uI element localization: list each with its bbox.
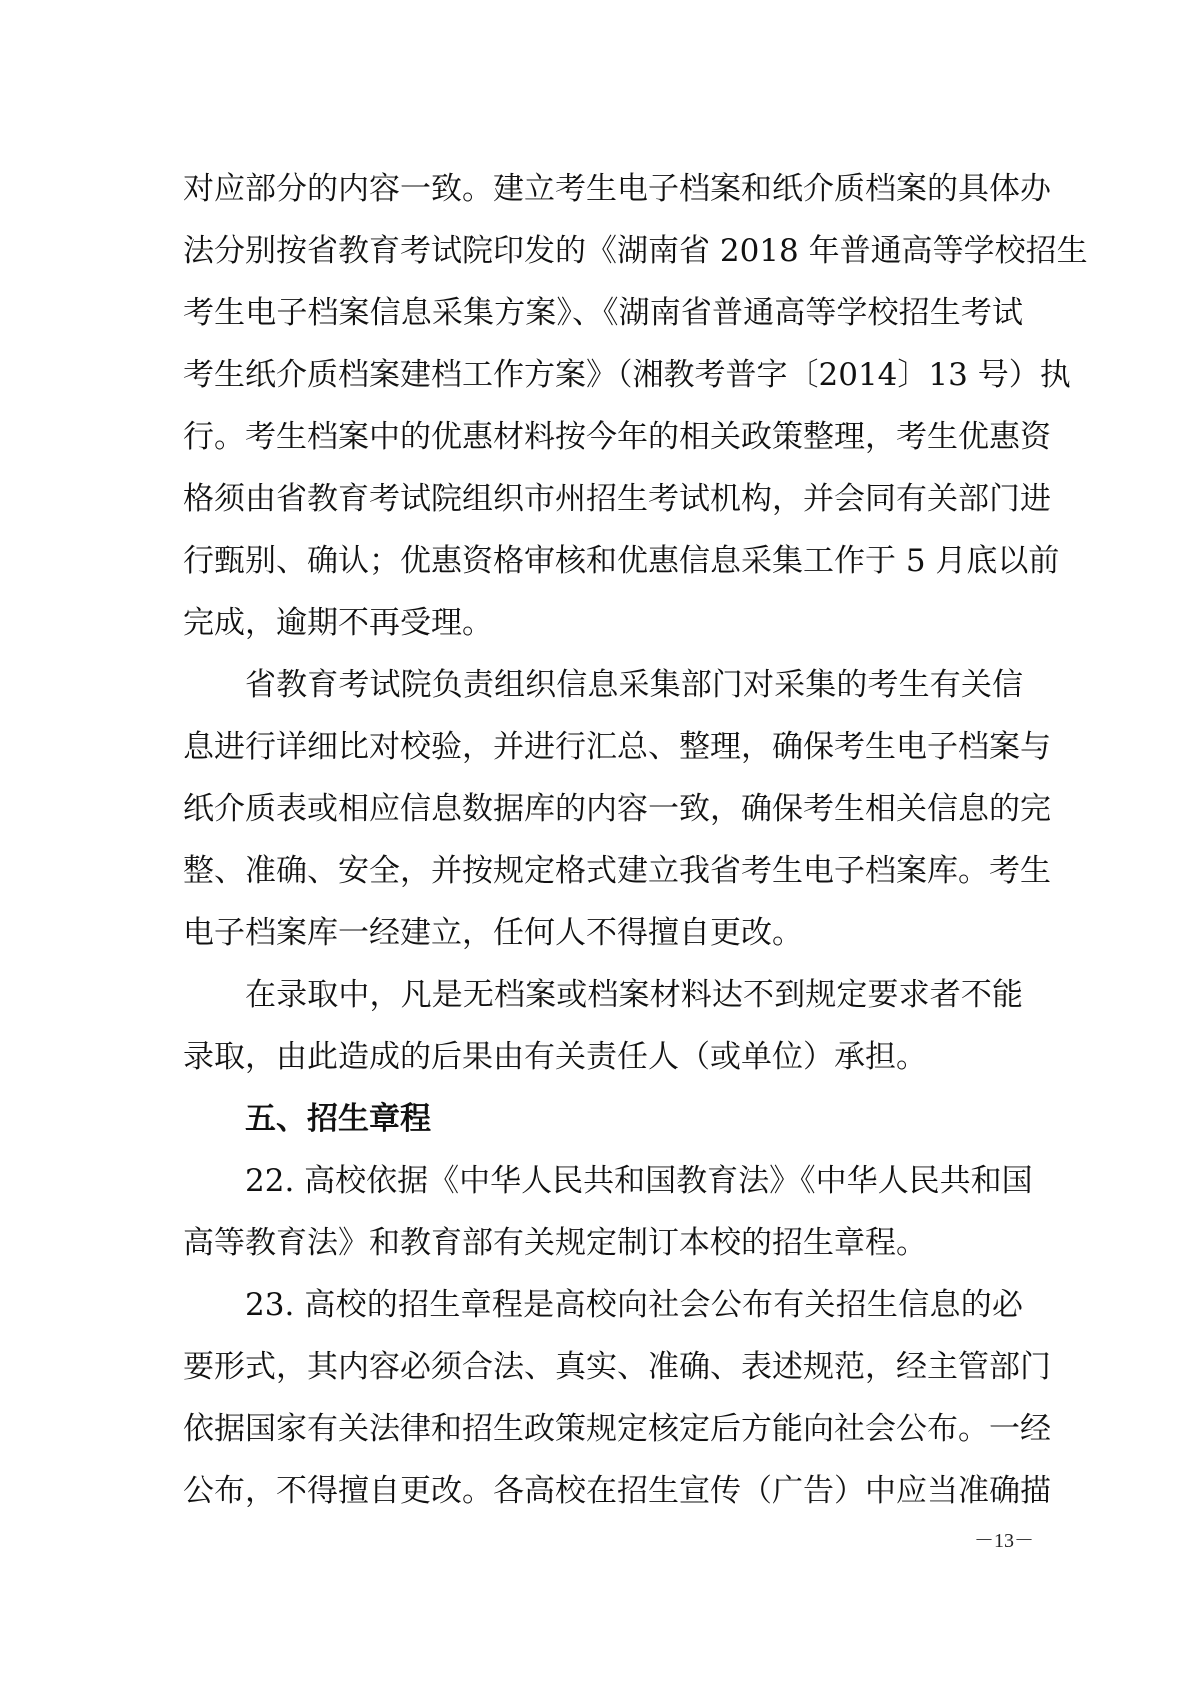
- text-line: 依据国家有关法律和招生政策规定核定后方能向社会公布。一经: [183, 1411, 1051, 1447]
- text-line: 整、准确、安全，并按规定格式建立我省考生电子档案库。考生: [183, 853, 1051, 889]
- text-line: 要形式，其内容必须合法、真实、准确、表述规范，经主管部门: [183, 1349, 1051, 1385]
- text-line: 考生纸介质档案建档工作方案》（湘教考普字〔2014〕13 号）执: [183, 357, 1071, 393]
- text-line: 行。考生档案中的优惠材料按今年的相关政策整理，考生优惠资: [183, 419, 1051, 455]
- text-line: 法分别按省教育考试院印发的《湖南省 2018 年普通高等学校招生: [183, 233, 1088, 269]
- text-line: 在录取中，凡是无档案或档案材料达不到规定要求者不能: [245, 977, 1023, 1013]
- text-line: 行甄别、确认；优惠资格审核和优惠信息采集工作于 5 月底以前: [183, 543, 1060, 579]
- article-22: [183, 1150, 1033, 1274]
- paragraph-admission-requirement: [183, 964, 1023, 1088]
- section-heading: 五、招生章程: [245, 1101, 431, 1137]
- article-23: [183, 1274, 1051, 1522]
- paragraph-archive-methods: [183, 158, 1088, 654]
- text-line: 电子档案库一经建立，任何人不得擅自更改。: [183, 915, 803, 951]
- paragraph-information-verification: [183, 654, 1051, 964]
- text-line: 对应部分的内容一致。建立考生电子档案和纸介质档案的具体办: [183, 171, 1051, 207]
- text-line: 完成，逾期不再受理。: [183, 605, 493, 641]
- text-line: 息进行详细比对校验，并进行汇总、整理，确保考生电子档案与: [183, 729, 1051, 765]
- text-line: 省教育考试院负责组织信息采集部门对采集的考生有关信: [245, 667, 1023, 703]
- text-line: 23. 高校的招生章程是高校向社会公布有关招生信息的必: [245, 1287, 1023, 1323]
- text-line: 考生电子档案信息采集方案》、《湖南省普通高等学校招生考试: [183, 295, 1023, 331]
- text-line: 格须由省教育考试院组织市州招生考试机构，并会同有关部门进: [183, 481, 1051, 517]
- document-body: [183, 158, 1088, 1522]
- text-line: 22. 高校依据《中华人民共和国教育法》《中华人民共和国: [245, 1163, 1033, 1199]
- text-line: 纸介质表或相应信息数据库的内容一致，确保考生相关信息的完: [183, 791, 1051, 827]
- text-line: 公布，不得擅自更改。各高校在招生宣传（广告）中应当准确描: [183, 1473, 1051, 1509]
- text-line: 录取，由此造成的后果由有关责任人（或单位）承担。: [183, 1039, 927, 1075]
- page-number: －13－: [974, 1530, 1034, 1552]
- text-line: 高等教育法》和教育部有关规定制订本校的招生章程。: [183, 1225, 927, 1261]
